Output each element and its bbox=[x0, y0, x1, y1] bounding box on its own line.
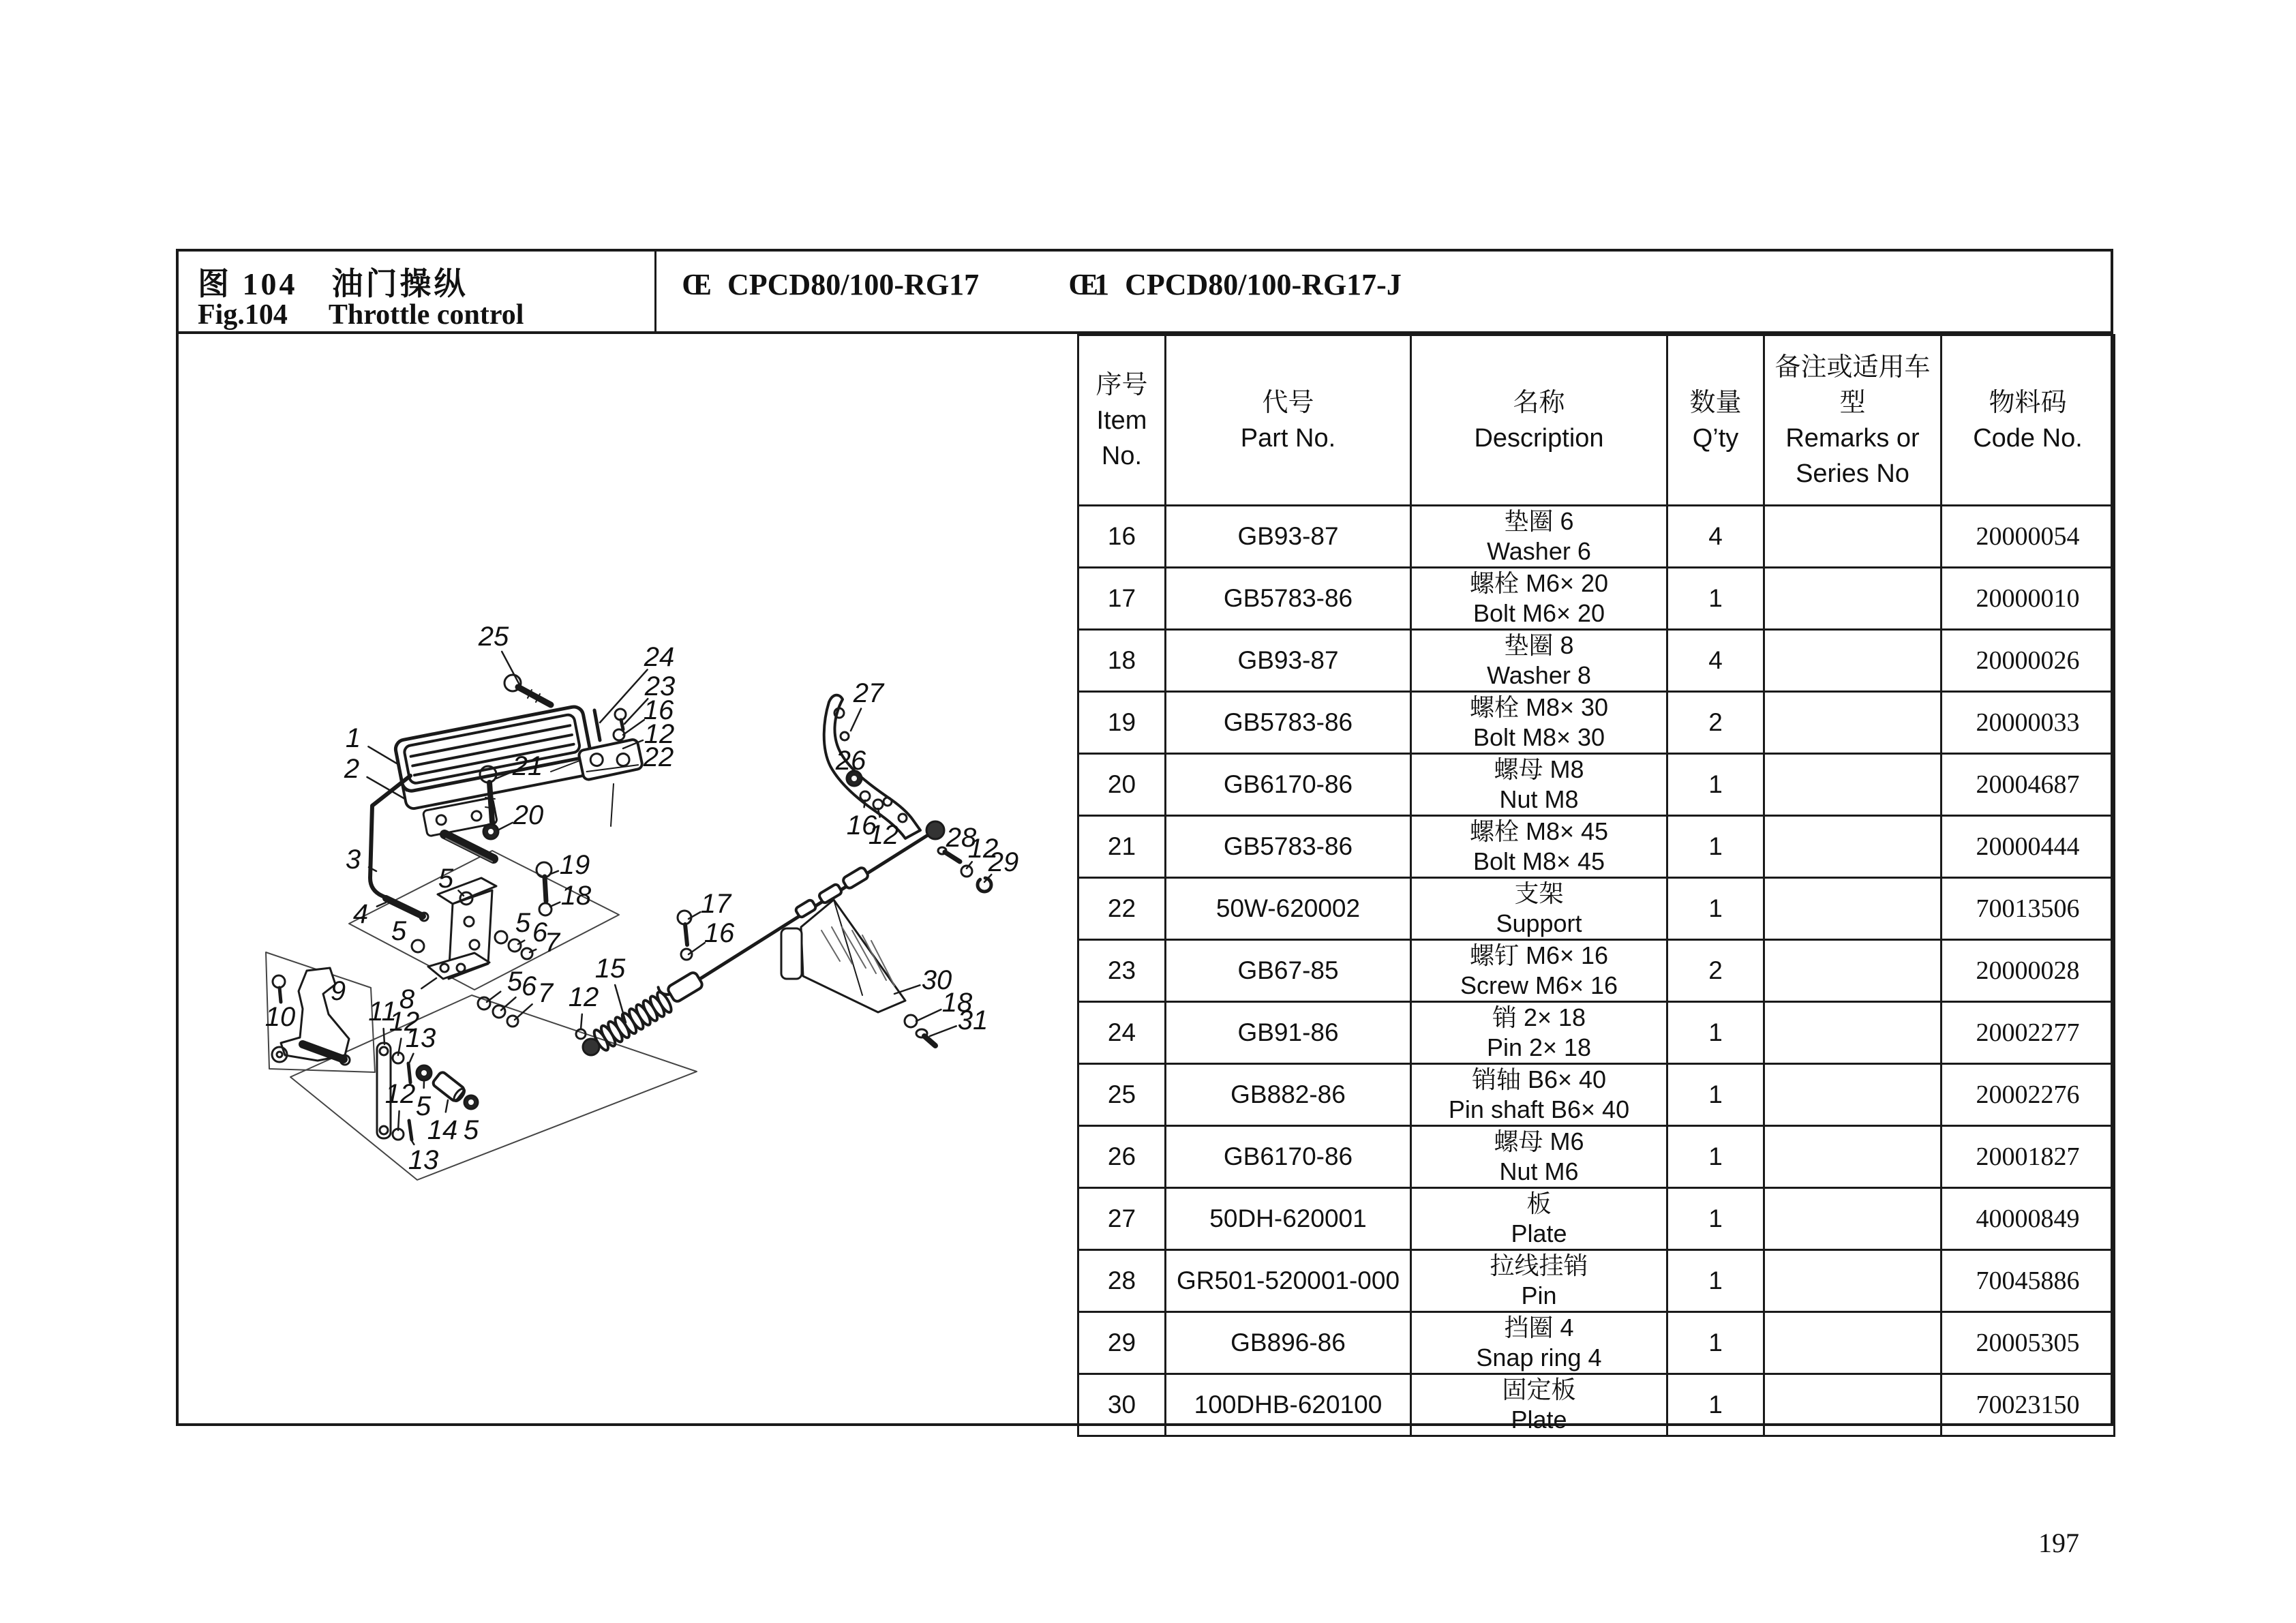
callout-label-9: 9 bbox=[330, 976, 346, 1006]
callout-label-29: 29 bbox=[988, 847, 1019, 877]
table-cell-code: 70045886 bbox=[1942, 1250, 2115, 1312]
callout-label-4: 4 bbox=[352, 899, 369, 929]
callout-label-30: 30 bbox=[921, 965, 952, 995]
table-row bbox=[1078, 1126, 2115, 1188]
table-cell-item: 25 bbox=[1078, 1064, 1166, 1126]
table-header-row bbox=[1078, 335, 2115, 506]
callout-label-10: 10 bbox=[265, 1002, 296, 1032]
table-cell-desc: 固定板 Plate bbox=[1411, 1374, 1667, 1436]
callout-label-5: 5 bbox=[463, 1115, 479, 1145]
table-cell-part: GB5783-86 bbox=[1166, 568, 1411, 630]
table-cell-qty: 1 bbox=[1667, 1064, 1764, 1126]
table-row bbox=[1078, 1064, 2115, 1126]
table-cell-qty: 4 bbox=[1667, 630, 1764, 692]
table-cell-remarks bbox=[1764, 1126, 1942, 1188]
table-cell-qty: 1 bbox=[1667, 816, 1764, 878]
table-cell-qty: 1 bbox=[1667, 1002, 1764, 1064]
callout-label-12: 12 bbox=[568, 982, 599, 1012]
table-cell-item: 23 bbox=[1078, 940, 1166, 1002]
leader-line bbox=[487, 992, 500, 1002]
table-cell-code: 20000028 bbox=[1942, 940, 2115, 1002]
figure-title-cn: 图 104 油门操纵 bbox=[198, 267, 468, 301]
diagram-svg bbox=[177, 559, 1077, 1213]
figure-name: Throttle control bbox=[328, 299, 524, 331]
pedal-pad bbox=[394, 706, 601, 840]
callout-label-21: 21 bbox=[512, 751, 543, 781]
table-cell-desc: 销轴 B6× 40 Pin shaft B6× 40 bbox=[1411, 1064, 1667, 1126]
leader-line bbox=[600, 669, 648, 723]
callout-label-27: 27 bbox=[853, 678, 884, 708]
table-cell-code: 20000033 bbox=[1942, 692, 2115, 754]
callout-label-5: 5 bbox=[415, 1091, 432, 1121]
callout-label-25: 25 bbox=[478, 622, 509, 652]
table-cell-remarks bbox=[1764, 1064, 1942, 1126]
callout-label-5: 5 bbox=[391, 916, 407, 946]
callout-label-20: 20 bbox=[513, 800, 544, 830]
callout-label-5: 5 bbox=[507, 967, 523, 997]
leader-line bbox=[550, 902, 560, 907]
table-cell-remarks bbox=[1764, 816, 1942, 878]
table-cell-desc: 螺母 M8 Nut M8 bbox=[1411, 754, 1667, 816]
table-cell-remarks bbox=[1764, 1188, 1942, 1250]
table-cell-code: 20000026 bbox=[1942, 630, 2115, 692]
table-row bbox=[1078, 1002, 2115, 1064]
model2-label: CPCD80/100-RG17-J bbox=[1125, 268, 1402, 301]
bolt-17 bbox=[678, 911, 691, 945]
table-cell-remarks bbox=[1764, 754, 1942, 816]
table-cell-code: 40000849 bbox=[1942, 1188, 2115, 1250]
callout-label-28: 28 bbox=[946, 823, 977, 853]
callout-label-17: 17 bbox=[700, 889, 731, 919]
callout-label-14: 14 bbox=[427, 1115, 458, 1145]
table-cell-part: GB6170-86 bbox=[1166, 754, 1411, 816]
leader-line bbox=[368, 746, 397, 763]
table-cell-desc: 销 2× 18 Pin 2× 18 bbox=[1411, 1002, 1667, 1064]
table-cell-item: 19 bbox=[1078, 692, 1166, 754]
table-cell-remarks bbox=[1764, 506, 1942, 568]
callout-label-6: 6 bbox=[521, 971, 537, 1001]
callout-label-23: 23 bbox=[644, 671, 676, 701]
callout-label-3: 3 bbox=[345, 845, 361, 875]
leader-line bbox=[421, 978, 436, 988]
table-cell-part: GB6170-86 bbox=[1166, 1126, 1411, 1188]
exploded-diagram bbox=[177, 559, 1077, 1213]
table-row bbox=[1078, 1188, 2115, 1250]
model1-label: CPCD80/100-RG17 bbox=[727, 268, 980, 301]
table-cell-item: 27 bbox=[1078, 1188, 1166, 1250]
figure-title-en bbox=[198, 299, 524, 331]
table-cell-qty: 2 bbox=[1667, 692, 1764, 754]
pin-24 bbox=[594, 710, 600, 740]
callout-label-1: 1 bbox=[345, 723, 361, 753]
callout-label-5: 5 bbox=[438, 864, 454, 894]
bolt-10 bbox=[273, 975, 285, 1002]
table-cell-desc: 挡圈 4 Snap ring 4 bbox=[1411, 1312, 1667, 1374]
table-cell-code: 20002277 bbox=[1942, 1002, 2115, 1064]
washer-16c bbox=[681, 949, 692, 960]
table-cell-code: 70023150 bbox=[1942, 1374, 2115, 1436]
table-cell-qty: 1 bbox=[1667, 1188, 1764, 1250]
callout-label-5: 5 bbox=[515, 908, 531, 938]
table-row bbox=[1078, 754, 2115, 816]
leader-line bbox=[515, 1004, 532, 1020]
table-cell-item: 22 bbox=[1078, 878, 1166, 940]
leader-line bbox=[916, 1010, 941, 1021]
model2-mark: Œ1 bbox=[1068, 268, 1106, 301]
callout-label-13: 13 bbox=[405, 1023, 436, 1053]
table-row bbox=[1078, 506, 2115, 568]
callout-label-7: 7 bbox=[537, 978, 554, 1008]
pin-31 bbox=[916, 1029, 935, 1046]
table-cell-part: GB91-86 bbox=[1166, 1002, 1411, 1064]
callout-label-12: 12 bbox=[644, 719, 675, 749]
table-cell-item: 26 bbox=[1078, 1126, 1166, 1188]
callout-label-13: 13 bbox=[408, 1145, 439, 1175]
table-cell-part: GB5783-86 bbox=[1166, 816, 1411, 878]
table-cell-qty: 1 bbox=[1667, 878, 1764, 940]
table-cell-part: GB896-86 bbox=[1166, 1312, 1411, 1374]
table-cell-remarks bbox=[1764, 630, 1942, 692]
leader-line bbox=[498, 823, 513, 830]
table-cell-desc: 拉线挂销 Pin bbox=[1411, 1250, 1667, 1312]
table-row bbox=[1078, 940, 2115, 1002]
leader-line bbox=[410, 1054, 413, 1062]
table-cell-part: 50DH-620001 bbox=[1166, 1188, 1411, 1250]
table-row bbox=[1078, 630, 2115, 692]
table-cell-code: 20000010 bbox=[1942, 568, 2115, 630]
table-cell-code: 20005305 bbox=[1942, 1312, 2115, 1374]
callout-label-12: 12 bbox=[868, 820, 899, 850]
table-cell-item: 29 bbox=[1078, 1312, 1166, 1374]
leader-line bbox=[864, 800, 865, 807]
table-cell-item: 28 bbox=[1078, 1250, 1166, 1312]
table-cell-qty: 4 bbox=[1667, 506, 1764, 568]
callout-label-6: 6 bbox=[532, 917, 548, 947]
table-cell-remarks bbox=[1764, 1374, 1942, 1436]
table-cell-code: 20002276 bbox=[1942, 1064, 2115, 1126]
table-cell-desc: 垫圈 6 Washer 6 bbox=[1411, 506, 1667, 568]
table-cell-code: 20000444 bbox=[1942, 816, 2115, 878]
table-cell-part: GB882-86 bbox=[1166, 1064, 1411, 1126]
table-cell-part: GB93-87 bbox=[1166, 630, 1411, 692]
table-cell-remarks bbox=[1764, 878, 1942, 940]
col-header-remarks: 备注或适用车 型 Remarks or Series No bbox=[1764, 335, 1942, 506]
spring-15 bbox=[592, 990, 674, 1052]
table-cell-item: 30 bbox=[1078, 1374, 1166, 1436]
table-cell-part: GB93-87 bbox=[1166, 506, 1411, 568]
table-cell-code: 20000054 bbox=[1942, 506, 2115, 568]
table-cell-desc: 螺母 M6 Nut M6 bbox=[1411, 1126, 1667, 1188]
callout-label-12: 12 bbox=[384, 1079, 416, 1109]
table-cell-item: 18 bbox=[1078, 630, 1166, 692]
table-cell-qty: 1 bbox=[1667, 1312, 1764, 1374]
header-divider bbox=[654, 249, 656, 334]
callout-label-24: 24 bbox=[644, 642, 675, 672]
leader-line bbox=[398, 1111, 399, 1130]
washer-18a bbox=[539, 903, 552, 915]
table-cell-desc: 螺栓 M6× 20 Bolt M6× 20 bbox=[1411, 568, 1667, 630]
table-cell-remarks bbox=[1764, 1250, 1942, 1312]
callout-label-7: 7 bbox=[544, 928, 560, 958]
bolt-19 bbox=[537, 862, 552, 901]
table-cell-code: 20001827 bbox=[1942, 1126, 2115, 1188]
leader-line bbox=[689, 943, 705, 954]
spacer-14 bbox=[432, 1071, 467, 1104]
table-cell-desc: 螺栓 M8× 45 Bolt M8× 45 bbox=[1411, 816, 1667, 878]
throttle-cable bbox=[576, 821, 944, 1055]
table-row bbox=[1078, 692, 2115, 754]
table-cell-item: 21 bbox=[1078, 816, 1166, 878]
table-cell-qty: 1 bbox=[1667, 1250, 1764, 1312]
table-cell-part: GB67-85 bbox=[1166, 940, 1411, 1002]
table-cell-part: GR501-520001-000 bbox=[1166, 1250, 1411, 1312]
callout-label-16: 16 bbox=[846, 810, 877, 840]
table-cell-remarks bbox=[1764, 940, 1942, 1002]
table-cell-qty: 2 bbox=[1667, 940, 1764, 1002]
col-header-item: 序号 Item No. bbox=[1078, 335, 1166, 506]
table-cell-desc: 垫圈 8 Washer 8 bbox=[1411, 630, 1667, 692]
model1-mark: Œ bbox=[682, 268, 708, 301]
snap-ring-29 bbox=[978, 878, 991, 892]
table-cell-remarks bbox=[1764, 1312, 1942, 1374]
table-row bbox=[1078, 1250, 2115, 1312]
callout-label-26: 26 bbox=[835, 746, 866, 776]
leader-line bbox=[930, 1026, 956, 1036]
callout-label-12: 12 bbox=[967, 834, 999, 864]
col-header-desc: 名称 Description bbox=[1411, 335, 1667, 506]
callout-label-16: 16 bbox=[643, 695, 674, 725]
leader-line bbox=[851, 709, 861, 731]
table-cell-qty: 1 bbox=[1667, 1374, 1764, 1436]
washer-18b bbox=[905, 1015, 917, 1027]
table-cell-item: 20 bbox=[1078, 754, 1166, 816]
screw-23 bbox=[615, 709, 626, 729]
page-number: 197 bbox=[2038, 1528, 2079, 1558]
nut-20 bbox=[483, 824, 498, 839]
callout-label-18: 18 bbox=[941, 988, 973, 1018]
table-cell-remarks bbox=[1764, 568, 1942, 630]
cable-end-cap bbox=[583, 1039, 599, 1055]
callout-label-18: 18 bbox=[560, 881, 592, 911]
pin-13b bbox=[409, 1121, 412, 1140]
table-cell-qty: 1 bbox=[1667, 1126, 1764, 1188]
table-row bbox=[1078, 568, 2115, 630]
table-cell-desc: 螺栓 M8× 30 Bolt M8× 30 bbox=[1411, 692, 1667, 754]
col-header-code: 物料码 Code No. bbox=[1942, 335, 2115, 506]
col-header-qty: 数量 Q’ty bbox=[1667, 335, 1764, 506]
callout-label-22: 22 bbox=[643, 742, 674, 772]
table-cell-qty: 1 bbox=[1667, 754, 1764, 816]
leader-line bbox=[581, 1014, 582, 1029]
table-cell-item: 17 bbox=[1078, 568, 1166, 630]
table-cell-item: 16 bbox=[1078, 506, 1166, 568]
table-cell-code: 70013506 bbox=[1942, 878, 2115, 940]
table-cell-desc: 螺钉 M6× 16 Screw M6× 16 bbox=[1411, 940, 1667, 1002]
table-cell-qty: 1 bbox=[1667, 568, 1764, 630]
callout-label-16: 16 bbox=[704, 918, 735, 948]
table-cell-code: 20004687 bbox=[1942, 754, 2115, 816]
table-cell-desc: 板 Plate bbox=[1411, 1188, 1667, 1250]
table-row bbox=[1078, 1312, 2115, 1374]
table-cell-part: 50W-620002 bbox=[1166, 878, 1411, 940]
nut-5f bbox=[464, 1095, 478, 1109]
washer-5b bbox=[412, 940, 424, 952]
parts-table bbox=[1077, 334, 2115, 1437]
table-cell-remarks bbox=[1764, 692, 1942, 754]
table-row bbox=[1078, 1374, 2115, 1436]
table-cell-desc: 支架 Support bbox=[1411, 878, 1667, 940]
table-cell-part: GB5783-86 bbox=[1166, 692, 1411, 754]
callout-label-11: 11 bbox=[368, 997, 397, 1027]
callout-label-2: 2 bbox=[344, 754, 360, 784]
leader-line bbox=[446, 1100, 448, 1112]
parts-table-body bbox=[1078, 506, 2115, 1436]
figure-label: Fig.104 bbox=[198, 299, 288, 331]
pin-shaft-25 bbox=[504, 675, 551, 705]
ring-5e bbox=[417, 1065, 432, 1080]
callout-label-8: 8 bbox=[399, 984, 415, 1014]
table-cell-part: 100DHB-620100 bbox=[1166, 1374, 1411, 1436]
callout-label-31: 31 bbox=[957, 1005, 988, 1035]
table-cell-item: 24 bbox=[1078, 1002, 1166, 1064]
col-header-part: 代号 Part No. bbox=[1166, 335, 1411, 506]
table-cell-remarks bbox=[1764, 1002, 1942, 1064]
table-row bbox=[1078, 816, 2115, 878]
model-codes bbox=[682, 267, 1402, 302]
callout-label-12: 12 bbox=[389, 1007, 420, 1037]
table-row bbox=[1078, 878, 2115, 940]
callout-label-19: 19 bbox=[559, 850, 590, 880]
callout-label-15: 15 bbox=[594, 954, 626, 984]
